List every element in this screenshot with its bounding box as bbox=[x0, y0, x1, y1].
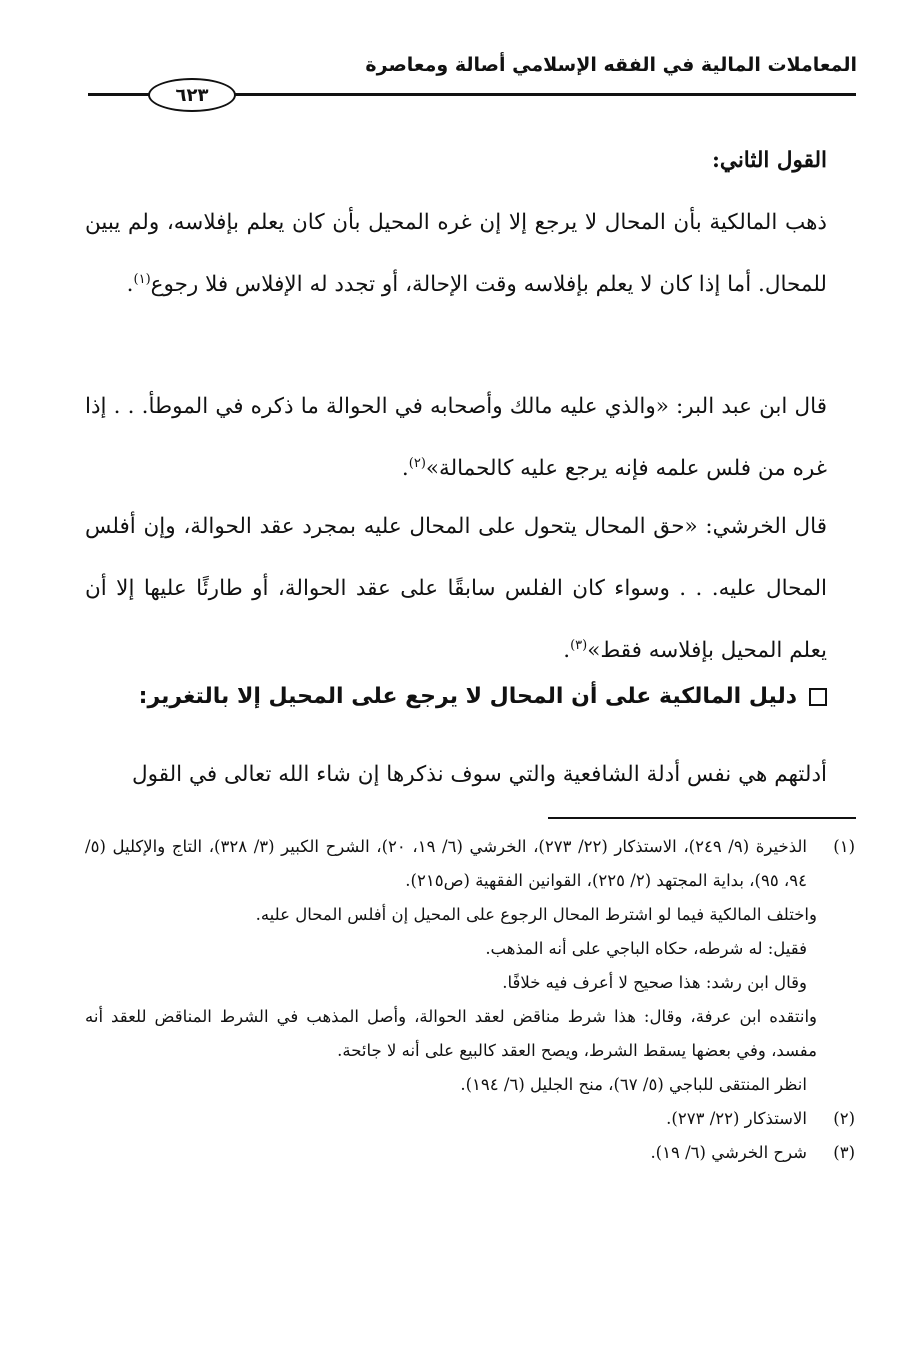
footnote-number: (١) bbox=[833, 837, 855, 856]
footnote-1-continuation: وانتقده ابن عرفة، وقال: هذا شرط مناقض لعقد الحوالة، وأصل المذهب في الشرط المناقض للعقد أنه مفسد، وفي بعضها يسقط الشرط، ويصح العقد كالبيع على أنه لا جائحة. bbox=[85, 1007, 817, 1060]
page-number-badge: ٦٢٣ bbox=[148, 78, 236, 112]
footnote-ref-3[interactable]: (٣) bbox=[570, 637, 588, 653]
paragraph-text: ذهب المالكية بأن المحال لا يرجع إلا إن غره المحيل بأن كان يعلم بإفلاسه، ولم يبين للمحال. أما إذا كان لا يعلم بإفلاسه وقت الإحالة، أو تجدد له الإفلاس فلا رجوع bbox=[85, 210, 827, 297]
footnote-1-continuation: واختلف المالكية فيما لو اشترط المحال الرجوع على المحيل إن أفلس المحال عليه. bbox=[255, 905, 817, 924]
paragraph-maliki-view: ذهب المالكية بأن المحال لا يرجع إلا إن غره المحيل بأن كان يعلم بإفلاسه، ولم يبين للمحال. أما إذا كان لا يعلم بإفلاسه وقت الإحالة، أو تجدد له الإفلاس فلا رجوع$^{(١)}$. bbox=[85, 210, 827, 297]
section-heading bbox=[85, 684, 827, 709]
paragraph-ibn-abd-al-barr: قال ابن عبد البر: «والذي عليه مالك وأصحابه في الحوالة ما ذكره في الموطأ. . . إذا غره من فلس علمه فإنه يرجع عليه كالحمالة»$^{(٢)}$. bbox=[85, 394, 827, 481]
footnote-1-continuation: انظر المنتقى للباجي (٥/ ٦٧)، منح الجليل (٦/ ١٩٤). bbox=[460, 1075, 807, 1094]
paragraph-text: قال الخرشي: «حق المحال يتحول على المحال عليه بمجرد عقد الحوالة، وإن أفلس المحال عليه. . . وسواء كان الفلس سابقًا على عقد الحوالة، أو طارئًا عليها إلا أن يعلم المحيل بإفلاسه فقط» bbox=[85, 514, 827, 663]
paragraph-evidence bbox=[85, 744, 827, 812]
footnote-text: شرح الخرشي (٦/ ١٩). bbox=[650, 1143, 807, 1162]
second-opinion-heading: القول الثاني: bbox=[711, 148, 827, 173]
footnote-1-continuation: فقيل: له شرطه، حكاه الباجي على أنه المذهب. bbox=[485, 939, 807, 958]
footnote-ref-2[interactable]: (٢) bbox=[408, 455, 426, 471]
footnote-text: الذخيرة (٩/ ٢٤٩)، الاستذكار (٢٢/ ٢٧٣)، الخرشي (٦/ ١٩، ٢٠)، الشرح الكبير (٣/ ٣٢٨)، التاج والإكليل (٥/ ٩٤، ٩٥)، بداية المجتهد (٢/ ٢٢٥)، القوانين الفقهية (ص٢١٥). bbox=[85, 837, 807, 890]
square-bullet-icon bbox=[809, 688, 827, 706]
footnote-2 bbox=[85, 1102, 855, 1136]
paragraph-text: قال ابن عبد البر: «والذي عليه مالك وأصحابه في الحوالة ما ذكره في الموطأ. . . إذا غره من فلس علمه فإنه يرجع عليه كالحمالة» bbox=[85, 394, 827, 481]
footnotes bbox=[85, 830, 855, 1170]
paragraph-text: أدلتهم هي نفس أدلة الشافعية والتي سوف نذكرها إن شاء الله تعالى في القول bbox=[131, 762, 827, 787]
footnote-1 bbox=[85, 830, 855, 898]
footnote-1-continuation: وقال ابن رشد: هذا صحيح لا أعرف فيه خلافًا. bbox=[502, 973, 807, 992]
footnote-number: (٢) bbox=[833, 1109, 855, 1128]
footnote-ref-1[interactable]: (١) bbox=[133, 271, 151, 287]
running-title: المعاملات المالية في الفقه الإسلامي أصالة ومعاصرة bbox=[365, 54, 857, 76]
footnote-number: (٣) bbox=[833, 1143, 855, 1162]
footnote-divider bbox=[548, 817, 856, 819]
paragraph-kharashi: قال الخرشي: «حق المحال يتحول على المحال عليه بمجرد عقد الحوالة، وإن أفلس المحال عليه. . . وسواء كان الفلس سابقًا على عقد الحوالة، أو طارئًا عليها إلا أن يعلم المحيل بإفلاسه فقط»$^{(٣)}$. bbox=[85, 514, 827, 663]
section-heading-text: دليل المالكية على أن المحال لا يرجع على المحيل إلا بالتغرير: bbox=[138, 684, 797, 709]
footnote-text: الاستذكار (٢٢/ ٢٧٣). bbox=[666, 1109, 807, 1128]
footnote-3 bbox=[85, 1136, 855, 1170]
